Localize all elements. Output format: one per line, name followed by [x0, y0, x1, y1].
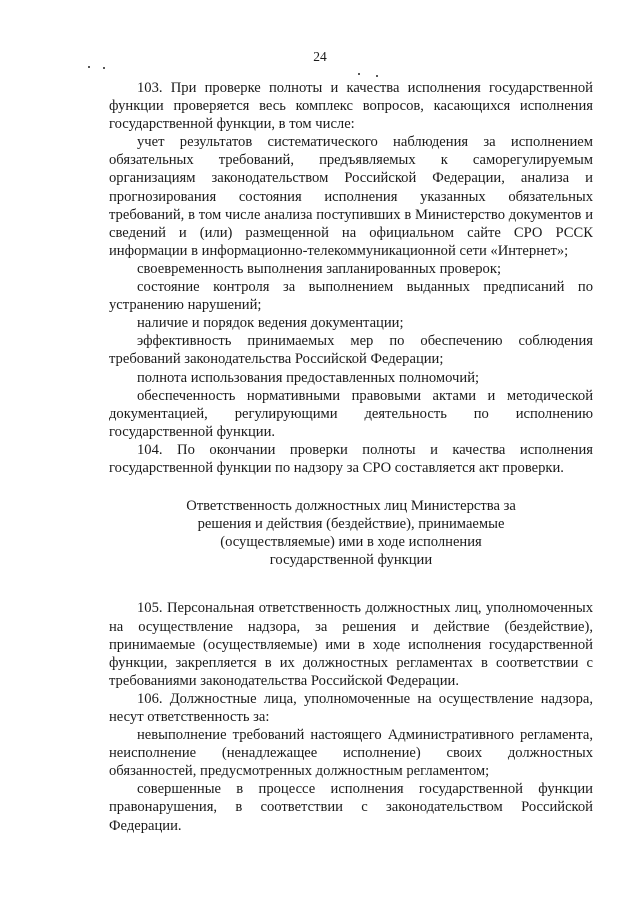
paragraph-103: 103. При проверке полноты и качества исполнения государственной функции проверяется весь комплекс вопросов, касающихся исполнения государственной функции, в том числе: [109, 80, 593, 133]
page-number: 24 [313, 49, 327, 64]
scan-speck [103, 67, 105, 69]
list-item-control: состояние контроля за выполнением выданных предписаний по устранению нарушений; [109, 279, 593, 314]
heading-line: (осуществляемые) ими в ходе исполнения [220, 534, 482, 551]
document-body [109, 79, 593, 835]
paragraph-104: 104. По окончании проверки полноты и качества исполнения государственной функции по надзору за СРО составляется акт проверки. [109, 441, 593, 476]
paragraph-105: 105. Персональная ответственность должностных лиц, уполномоченных на осуществление надзора, за решения и действие (бездействие), принимаемые (осуществляемые) ими в ходе исполнения государственной функции, закрепляется в их должностных регламентах в соответствии с требованиями законодательства Российской Федерации. [109, 600, 593, 689]
list-item-non-compliance: невыполнение требований настоящего Административного регламента, неисполнение (ненадлежащее исполнение) своих должностных обязанностей, предусмотренных должностным регламентом; [109, 727, 593, 780]
scan-speck [88, 66, 90, 68]
heading-line: Ответственность должностных лиц Министерства за [186, 498, 516, 515]
list-item-observation: учет результатов систематического наблюдения за исполнением обязательных требований, предъявляемых к саморегулируемым организациям законодательством Российской Федерации, анализа и прогнозирования состояния исполнения указанных обязательных требований, в том числе анализа поступивших в Министерство документов и сведений и (или) размещенной на официальном сайте СРО РССК информации в информационно-телекоммуникационной сети «Интернет»; [109, 134, 593, 259]
scan-speck [358, 73, 360, 75]
heading-line: решения и действия (бездействие), принимаемые [197, 516, 505, 533]
list-item-offenses: совершенные в процессе исполнения государственной функции правонарушения, в соответствии с законодательством Российской Федерации. [109, 781, 593, 834]
section-heading [109, 497, 593, 569]
heading-line: государственной функции [269, 552, 433, 569]
scan-speck [376, 75, 378, 77]
list-item-provision: обеспеченность нормативными правовыми актами и методической документацией, регулирующими деятельность по исполнению государственной функции. [109, 387, 593, 440]
list-item-documentation: наличие и порядок ведения документации; [137, 315, 404, 332]
list-item-powers: полнота использования предоставленных полномочий; [137, 369, 480, 386]
list-item-efficiency: эффективность принимаемых мер по обеспечению соблюдения требований законодательства Российской Федерации; [109, 333, 593, 368]
paragraph-106: 106. Должностные лица, уполномоченные на осуществление надзора, несут ответственность за: [109, 690, 593, 725]
list-item-timeliness: своевременность выполнения запланированных проверок; [137, 260, 502, 277]
